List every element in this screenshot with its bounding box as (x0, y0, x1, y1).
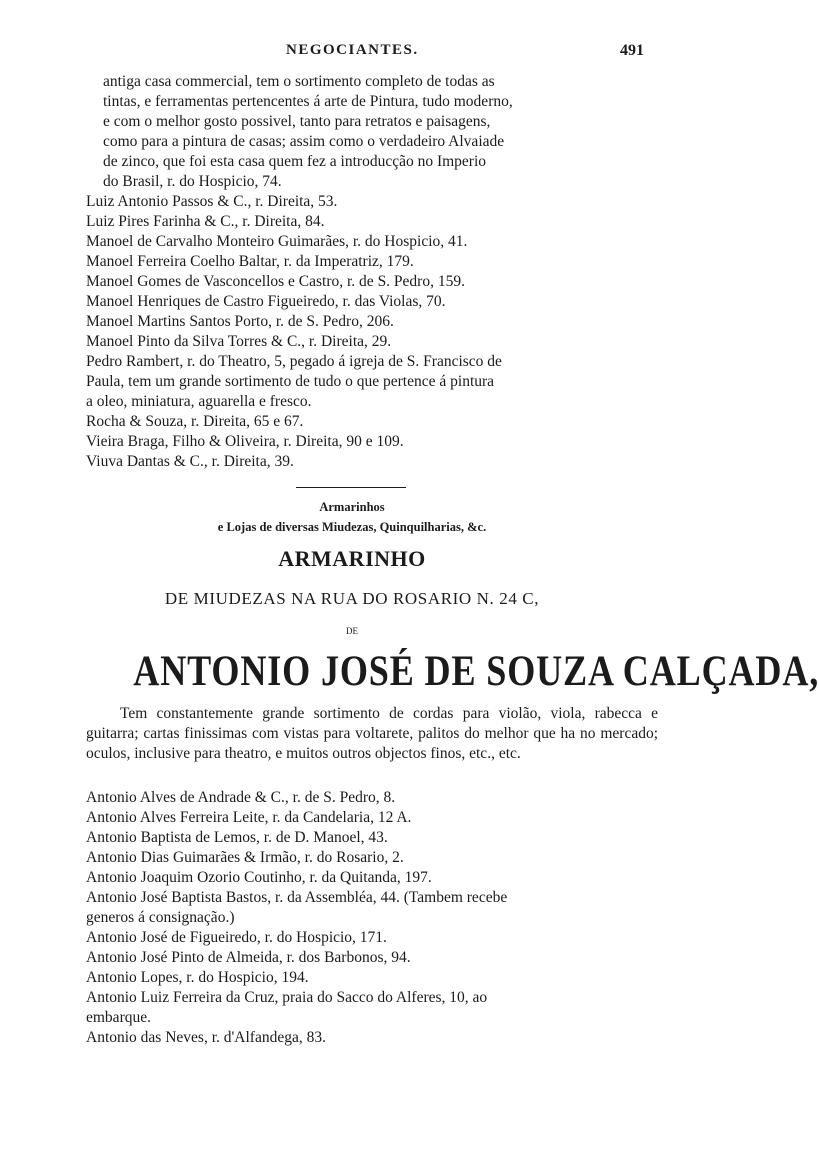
entry-continuation-text: antiga casa commercial, tem o sortimento completo de todas as tintas, e ferramentas pertencentes á arte de Pintura, tudo moderno, e com o melhor gosto possivel, tanto para retratos e paisagens, como para a pintura de casas; assim como o verdadeiro Alvaiade de zinco, que foi esta casa quem fez a introducção no Imperio do Brasil, r. do Hospicio, 74. (103, 73, 513, 190)
directory-entry: Manoel de Carvalho Monteiro Guimarães, r. do Hospicio, 41. (86, 233, 468, 250)
page-number: 491 (620, 42, 644, 59)
directory-entry: Manoel Martins Santos Porto, r. de S. Pedro, 206. (86, 313, 394, 330)
directory-entry: Antonio José Pinto de Almeida, r. dos Barbonos, 94. (86, 949, 411, 966)
directory-entry: Pedro Rambert, r. do Theatro, 5, pegado á igreja de S. Francisco de Paula, tem um grande sortimento de tudo o que pertence á pintura a oleo, miniatura, aguarella e fresco. (86, 353, 502, 410)
directory-entry: Manoel Pinto da Silva Torres & C., r. Direita, 29. (86, 333, 392, 350)
directory-entry: Luiz Antonio Passos & C., r. Direita, 53. (86, 193, 338, 210)
directory-entry: Luiz Pires Farinha & C., r. Direita, 84. (86, 213, 325, 230)
directory-entry: Antonio Alves de Andrade & C., r. de S. Pedro, 8. (86, 789, 396, 806)
directory-entry: Antonio José Baptista Bastos, r. da Assembléa, 44. (Tambem recebe generos á consignação.) (86, 889, 508, 926)
directory-entry: Manoel Henriques de Castro Figueiredo, r. das Violas, 70. (86, 293, 446, 310)
advert-body (86, 704, 658, 764)
directory-entry: Antonio Baptista de Lemos, r. de D. Manoel, 43. (86, 829, 388, 846)
directory-entry: Manoel Gomes de Vasconcellos e Castro, r. de S. Pedro, 159. (86, 273, 465, 290)
advert-preposition: DE (346, 626, 358, 636)
directory-entry: Antonio das Neves, r. d'Alfandega, 83. (86, 1029, 326, 1046)
directory-entry: Antonio Lopes, r. do Hospicio, 194. (86, 969, 309, 986)
directory-entry: Manoel Ferreira Coelho Baltar, r. da Imperatriz, 179. (86, 253, 414, 270)
section-divider (296, 487, 406, 488)
advert-paragraph: Tem constantemente grande sortimento de cordas para violão, viola, rabecca e guitarra; cartas finissimas com vistas para voltarete, palitos do melhor que ha no mercado; oculos, inclusive para theatro, e muitos outros objectos finos, etc., etc. (86, 705, 659, 762)
directory-entry: Rocha & Souza, r. Direita, 65 e 67. (86, 413, 304, 430)
section-subheading: e Lojas de diversas Miudezas, Quinquilharias, &c. (217, 520, 487, 534)
section-heading: Armarinhos (319, 500, 385, 514)
directory-entry: Vieira Braga, Filho & Oliveira, r. Direita, 90 e 109. (86, 433, 404, 450)
directory-entry: Antonio Luiz Ferreira da Cruz, praia do Sacco do Alferes, 10, ao embarque. (86, 989, 488, 1026)
running-head-title: NEGOCIANTES. (286, 42, 419, 58)
directory-entry: Viuva Dantas & C., r. Direita, 39. (86, 453, 294, 470)
top-entry-list (86, 72, 658, 472)
directory-entry: Antonio Dias Guimarães & Irmão, r. do Rosario, 2. (86, 849, 404, 866)
directory-entry: Antonio Alves Ferreira Leite, r. da Candelaria, 12 A. (86, 809, 412, 826)
directory-entry: Antonio José de Figueiredo, r. do Hospicio, 171. (86, 929, 387, 946)
advert-merchant-name: ANTONIO JOSÉ DE SOUZA CALÇADA, (133, 648, 819, 695)
running-head (0, 42, 704, 66)
directory-entry: Antonio Joaquim Ozorio Coutinho, r. da Quitanda, 197. (86, 869, 432, 886)
advert-address: DE MIUDEZAS NA RUA DO ROSARIO N. 24 C, (164, 589, 540, 608)
bottom-entry-list (86, 788, 658, 1048)
advert-title: ARMARINHO (278, 546, 426, 571)
